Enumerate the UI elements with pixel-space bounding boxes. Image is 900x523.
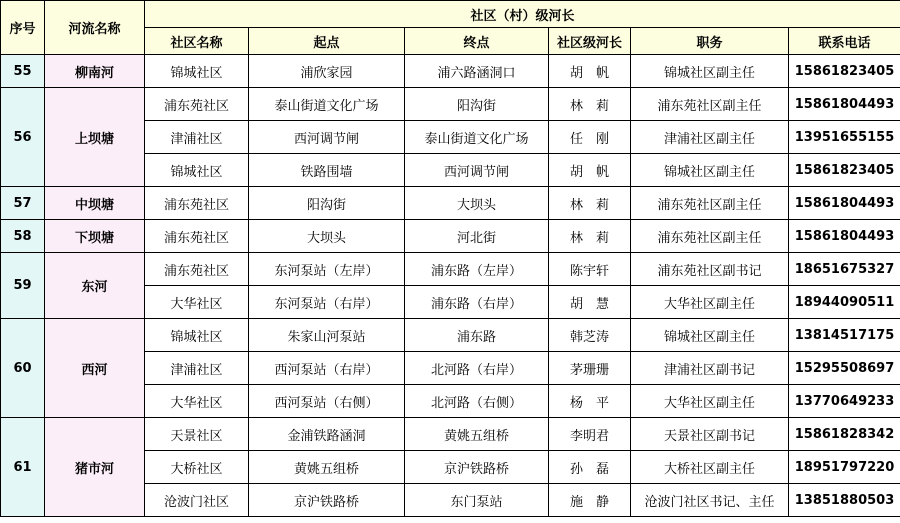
cell-phone: 13851880503 — [789, 484, 900, 517]
header-river-name: 河流名称 — [45, 1, 145, 55]
cell-end: 京沪铁路桥 — [405, 451, 549, 484]
cell-start: 西河泵站（右侧） — [249, 385, 405, 418]
river-seq: 55 — [1, 55, 45, 88]
cell-position: 锦城社区副主任 — [631, 55, 789, 88]
cell-chief: 林 莉 — [549, 220, 631, 253]
cell-community: 津浦社区 — [145, 352, 249, 385]
cell-position: 大华社区副主任 — [631, 385, 789, 418]
cell-position: 津浦社区副书记 — [631, 352, 789, 385]
cell-community: 浦东苑社区 — [145, 187, 249, 220]
cell-end: 河北街 — [405, 220, 549, 253]
cell-chief: 林 莉 — [549, 187, 631, 220]
cell-start: 西河调节闸 — [249, 121, 405, 154]
cell-start: 阳沟街 — [249, 187, 405, 220]
cell-position: 大华社区副主任 — [631, 286, 789, 319]
cell-phone: 18951797220 — [789, 451, 900, 484]
river-seq: 61 — [1, 418, 45, 517]
cell-start: 浦欣家园 — [249, 55, 405, 88]
cell-chief: 杨 平 — [549, 385, 631, 418]
cell-chief: 陈宇轩 — [549, 253, 631, 286]
cell-community: 浦东苑社区 — [145, 220, 249, 253]
river-name: 下坝塘 — [45, 220, 145, 253]
cell-end: 浦东路 — [405, 319, 549, 352]
cell-phone: 15861804493 — [789, 187, 900, 220]
cell-end: 大坝头 — [405, 187, 549, 220]
cell-chief: 孙 磊 — [549, 451, 631, 484]
cell-start: 京沪铁路桥 — [249, 484, 405, 517]
river-seq: 59 — [1, 253, 45, 319]
table-row — [1, 220, 900, 253]
cell-start: 铁路围墙 — [249, 154, 405, 187]
cell-phone: 13951655155 — [789, 121, 900, 154]
header-seq: 序号 — [1, 1, 45, 55]
river-name: 柳南河 — [45, 55, 145, 88]
cell-end: 泰山街道文化广场 — [405, 121, 549, 154]
table-row — [1, 55, 900, 88]
cell-chief: 林 莉 — [549, 88, 631, 121]
table-row — [1, 253, 900, 286]
cell-chief: 韩芝涛 — [549, 319, 631, 352]
river-seq: 58 — [1, 220, 45, 253]
cell-position: 浦东苑社区副书记 — [631, 253, 789, 286]
cell-chief: 胡 慧 — [549, 286, 631, 319]
cell-phone: 18944090511 — [789, 286, 900, 319]
header-position: 职务 — [631, 28, 789, 55]
cell-start: 泰山街道文化广场 — [249, 88, 405, 121]
cell-position: 锦城社区副主任 — [631, 319, 789, 352]
table-row — [1, 319, 900, 352]
cell-position: 锦城社区副主任 — [631, 154, 789, 187]
river-seq: 60 — [1, 319, 45, 418]
cell-community: 大华社区 — [145, 286, 249, 319]
cell-position: 浦东苑社区副主任 — [631, 187, 789, 220]
cell-chief: 施 静 — [549, 484, 631, 517]
cell-position: 沧波门社区书记、主任 — [631, 484, 789, 517]
cell-end: 浦东路（左岸） — [405, 253, 549, 286]
cell-chief: 任 刚 — [549, 121, 631, 154]
river-name: 西河 — [45, 319, 145, 418]
cell-end: 东门泵站 — [405, 484, 549, 517]
cell-start: 东河泵站（左岸） — [249, 253, 405, 286]
cell-position: 津浦社区副主任 — [631, 121, 789, 154]
table-row — [1, 418, 900, 451]
header-chief: 社区级河长 — [549, 28, 631, 55]
cell-end: 浦东路（右岸） — [405, 286, 549, 319]
header-community: 社区名称 — [145, 28, 249, 55]
cell-phone: 13770649233 — [789, 385, 900, 418]
cell-end: 西河调节闸 — [405, 154, 549, 187]
cell-chief: 胡 帆 — [549, 55, 631, 88]
cell-start: 西河泵站（右岸） — [249, 352, 405, 385]
cell-chief: 胡 帆 — [549, 154, 631, 187]
cell-community: 沧波门社区 — [145, 484, 249, 517]
cell-phone: 15861828342 — [789, 418, 900, 451]
cell-community: 浦东苑社区 — [145, 253, 249, 286]
cell-phone: 15861804493 — [789, 220, 900, 253]
cell-end: 北河路（右岸） — [405, 352, 549, 385]
header-end: 终点 — [405, 28, 549, 55]
river-seq: 56 — [1, 88, 45, 187]
cell-phone: 15861804493 — [789, 88, 900, 121]
cell-start: 金浦铁路涵洞 — [249, 418, 405, 451]
table-row — [1, 88, 900, 121]
cell-start: 东河泵站（右岸） — [249, 286, 405, 319]
river-name: 上坝塘 — [45, 88, 145, 187]
cell-community: 浦东苑社区 — [145, 88, 249, 121]
cell-community: 大桥社区 — [145, 451, 249, 484]
river-name: 猪市河 — [45, 418, 145, 517]
river-name: 中坝塘 — [45, 187, 145, 220]
cell-community: 津浦社区 — [145, 121, 249, 154]
cell-position: 大桥社区副主任 — [631, 451, 789, 484]
cell-position: 浦东苑社区副主任 — [631, 88, 789, 121]
river-seq: 57 — [1, 187, 45, 220]
cell-phone: 18651675327 — [789, 253, 900, 286]
cell-community: 天景社区 — [145, 418, 249, 451]
cell-start: 大坝头 — [249, 220, 405, 253]
cell-phone: 15861823405 — [789, 55, 900, 88]
header-phone: 联系电话 — [789, 28, 900, 55]
cell-phone: 15861823405 — [789, 154, 900, 187]
cell-end: 浦六路涵洞口 — [405, 55, 549, 88]
cell-position: 浦东苑社区副主任 — [631, 220, 789, 253]
cell-phone: 13814517175 — [789, 319, 900, 352]
table-row — [1, 187, 900, 220]
cell-community: 锦城社区 — [145, 55, 249, 88]
cell-end: 北河路（右侧） — [405, 385, 549, 418]
cell-phone: 15295508697 — [789, 352, 900, 385]
header-group: 社区（村）级河长 — [145, 1, 900, 28]
table-body — [1, 55, 900, 517]
cell-chief: 李明君 — [549, 418, 631, 451]
cell-chief: 茅珊珊 — [549, 352, 631, 385]
cell-end: 黄姚五组桥 — [405, 418, 549, 451]
header-start: 起点 — [249, 28, 405, 55]
cell-community: 锦城社区 — [145, 319, 249, 352]
cell-community: 锦城社区 — [145, 154, 249, 187]
cell-start: 朱家山河泵站 — [249, 319, 405, 352]
cell-community: 大华社区 — [145, 385, 249, 418]
cell-end: 阳沟街 — [405, 88, 549, 121]
river-name: 东河 — [45, 253, 145, 319]
cell-position: 天景社区副书记 — [631, 418, 789, 451]
cell-start: 黄姚五组桥 — [249, 451, 405, 484]
